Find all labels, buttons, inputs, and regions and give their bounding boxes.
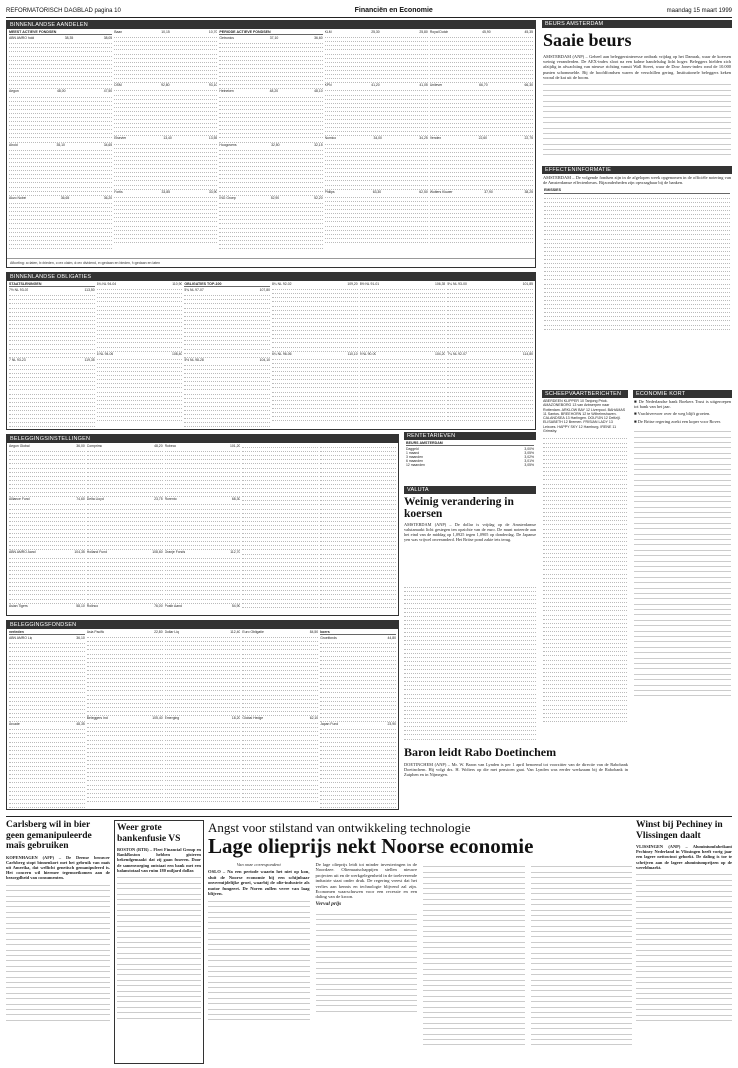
table-column (97, 282, 183, 427)
cell-name: Elsevier (114, 136, 127, 141)
cell-value: 36,65 (60, 195, 70, 200)
cell-name: Heineken (219, 89, 234, 94)
rente-table (404, 440, 536, 469)
cell-value: 76,00 (154, 603, 163, 608)
column-subhead: STAATSLENINGEN (9, 282, 95, 287)
cell-value: 34,25 (419, 136, 428, 141)
table-column (87, 444, 163, 608)
cell-value: 48,20 (269, 89, 279, 94)
rente-title: BEURS AMSTERDAM (406, 441, 534, 446)
table-column (9, 444, 85, 608)
cell-value: 36,60 (314, 36, 323, 41)
cell-name: Alliance Fund (9, 497, 30, 502)
carlsberg-body: KOPENHAGEN (AFP) – De Deense brouwer Carlsberg stopt binnenkort met het gebruik van maïs uit Amerika, dat wellicht genetisch gemanipuleerd is. Het concern wil hiermee tegemoetkomen aan de bezorgdheid van consumenten. (6, 854, 110, 881)
cell-value: 3,05% (524, 463, 534, 468)
cell-name: 8¼ NL 92-02 (272, 282, 292, 286)
cell-value: 33,85 (161, 189, 171, 194)
cell-name: Asia Pacific (86, 630, 105, 634)
cell-value: 114,80 (522, 351, 534, 356)
cell-name: 5¼ NL 93-00 (447, 282, 467, 286)
cell-value: 23,75 (154, 497, 163, 502)
valuta-table (404, 584, 536, 740)
cell-value: 68,30 (231, 497, 241, 502)
funds2-table (7, 629, 398, 809)
cell-name: Aegon (9, 89, 19, 94)
cell-name: Aegon Global (9, 444, 30, 448)
cell-name: Rorento (164, 497, 177, 502)
pechiney-body-continued (636, 870, 732, 1021)
bonds-table (7, 281, 535, 428)
economie-item: ■ Vrachtvervoer over de weg blijft groeien. (634, 411, 711, 417)
header-date: maandag 15 maart 1999 (666, 7, 732, 14)
cell-value: 105,40 (152, 715, 163, 720)
cell-value: 107,80 (259, 288, 271, 293)
cell-value: 32,15 (314, 142, 323, 147)
cell-name: Euro Obligatie (242, 630, 264, 634)
cell-value: 104,10 (259, 357, 271, 362)
carlsberg-title: Carlsberg wil in bier geen gemanipuleerde maïs gebruiken (6, 820, 92, 851)
cell-name: 5½ NL 98-28 (184, 357, 204, 362)
cell-value: 106,35 (434, 282, 446, 286)
cell-value: 37,10 (269, 36, 279, 41)
economie-item: ■ De Britse regering zoekt een koper voor Rover. (634, 418, 721, 424)
cell-name: Numico (324, 136, 337, 141)
newspaper-page (6, 4, 732, 1064)
cell-value: 112,40 (230, 630, 241, 634)
cell-value: 47,50 (103, 89, 113, 94)
rente-banner: RENTETARIEVEN (404, 432, 536, 440)
cell-name: Emerging (164, 715, 180, 720)
cell-name: Delta Lloyd (86, 497, 104, 502)
scheepvaart-banner: SCHEEPVAARTBERICHTEN (542, 390, 628, 398)
cell-name: 6¾ NL 94-04 (96, 282, 117, 286)
cell-value: 25,80 (419, 30, 428, 34)
table-column (447, 282, 533, 427)
table-column (9, 630, 85, 808)
cell-value: 112,70 (230, 550, 241, 555)
column-subhead: verleden (9, 630, 85, 635)
cell-name: Robeco (164, 444, 177, 448)
cell-name: Asian Tigers (9, 603, 28, 608)
cell-value: 54,90 (231, 603, 241, 608)
cell-name: Ahold (9, 142, 18, 147)
bank-body-continued (117, 873, 201, 1019)
rabo-title: Baron leidt Rabo Doetinchem (404, 745, 557, 759)
cell-value: 3,02% (524, 455, 534, 460)
cell-name: 12 maanden (406, 463, 425, 468)
cell-value: 48,35 (76, 722, 85, 727)
cell-name: ABN AMRO hold (9, 36, 35, 41)
cell-value: 101,20 (230, 444, 241, 448)
cell-name: ABN AMRO Aand (9, 550, 36, 555)
olie-col1-continued (208, 896, 310, 1020)
cell-name: Philips (324, 189, 335, 194)
cell-value: 48,00 (57, 89, 66, 94)
cell-name: Daggeld (406, 447, 419, 452)
funds-banner: BELEGGINGSINSTELLINGEN (7, 435, 398, 443)
cell-value: 37,90 (484, 189, 493, 194)
table-column (360, 282, 446, 427)
cell-name: ABN AMRO Liq (9, 636, 33, 641)
table-column (165, 630, 241, 808)
beleggingsfondsen-section (6, 620, 399, 810)
rabo-body: DOETINCHEM (ANP) – Mr. W. Baron van Lynden is per 1 april benoemd tot voorzitter van de directie van de Rabobank Doetinchem. Hij volgt drs. H. Wolters op die met pensioen gaat. Van Lynden was eerder werkzaam bij de Rabobank in Zutphen en in Nijmegen. (404, 762, 628, 778)
beurs-body-continued (542, 80, 732, 155)
cell-name: Comprimo (86, 444, 103, 448)
olie-body: De lage olieprijs leidt tot minder investeringen in de Noordzee. Oliemaatschappijen stellen nieuwe projecten uit en de werkgelegenheid in de toeleverende industrie staat onder druk. De regering vreest dat het verlies aan kennis en technologie blijvend zal zijn. Economen waarschuwen voor een recessie en een daling van de kroon. (315, 862, 417, 900)
cell-value: 34,00 (373, 136, 382, 141)
olie-column-3 (423, 862, 525, 1045)
cell-value: 66,70 (479, 83, 488, 88)
table-column (320, 444, 396, 608)
table-column (9, 282, 95, 427)
cell-value: 25,30 (371, 30, 380, 34)
cell-name: KLM (324, 30, 332, 34)
economie-items (633, 398, 732, 427)
cell-value: 36,00 (76, 444, 85, 448)
cell-name: Global Hedge (242, 715, 264, 720)
cell-value: 41,05 (419, 83, 428, 88)
cell-value: 119,35 (84, 357, 95, 362)
cell-name: Dollar Liq (164, 630, 179, 634)
cell-name: 6¼ NL 96-06 (272, 351, 292, 356)
cell-value: 84,50 (309, 630, 319, 634)
table-column (184, 282, 270, 427)
beleggingsinstellingen-section (6, 434, 399, 616)
cell-value: 110,10 (347, 351, 358, 356)
table-column (219, 30, 322, 249)
cell-value: 101,85 (522, 282, 534, 286)
olie-section (208, 820, 632, 1064)
stocks-table (7, 29, 535, 250)
cell-value: 63,30 (372, 189, 382, 194)
olie-title: Lage olieprijs nekt Noorse economie (208, 834, 534, 858)
cell-name: Groeifonds (320, 636, 337, 641)
olie-column-2 (316, 862, 418, 1045)
cell-value: 38,35 (64, 36, 74, 41)
cell-value: 113,50 (84, 288, 95, 293)
cell-value: 34,65 (103, 142, 113, 147)
cell-name: 5¾ NL 97-07 (184, 288, 204, 293)
cell-value: 33,90 (208, 189, 218, 194)
table-column (242, 630, 318, 808)
cell-value: 104,20 (434, 351, 446, 356)
column-subhead: MEEST ACTIEVE FONDSEN (9, 30, 112, 35)
olie-kicker: Angst voor stilstand van ontwikkeling technologie (208, 820, 471, 835)
cell-name: Fortis (114, 189, 123, 194)
cell-value: 10,70 (208, 30, 218, 34)
cell-value: 22,80 (154, 630, 163, 634)
cell-value: 36,20 (103, 195, 113, 200)
cell-value: 13,40 (163, 136, 172, 141)
cell-value: 45,35 (524, 30, 533, 34)
cell-value: 3,00% (524, 447, 534, 452)
cell-value: 32,50 (271, 142, 280, 147)
table-column (430, 30, 533, 249)
cell-name: 6 maanden (406, 459, 423, 464)
cell-name: Rolinco (86, 603, 99, 608)
cell-name: Holland Fund (86, 550, 107, 555)
cell-name: Royal Dutch (429, 30, 449, 34)
beurs-section (542, 20, 732, 162)
table-column (165, 444, 241, 608)
funds2-banner: BELEGGINGSFONDSEN (7, 621, 398, 629)
cell-name: KPN (324, 83, 332, 88)
cell-value: 22,60 (478, 136, 488, 141)
olie-column-1 (208, 862, 310, 1045)
valuta-title: Weinig verandering in koersen (404, 496, 514, 520)
carlsberg-body-continued (6, 881, 110, 1021)
olie-columns (208, 862, 632, 1045)
cell-value: 62,50 (419, 189, 428, 194)
cell-value: 22,75 (524, 136, 533, 141)
olie-col2-continued (316, 909, 418, 1011)
cell-name: 9 NL 90-00 (359, 351, 377, 356)
valuta-banner: VALUTA (404, 486, 536, 494)
cell-name: 7¼ NL 92-07 (447, 351, 467, 356)
pechiney-section (636, 820, 732, 1064)
cell-value: 108,40 (171, 351, 183, 356)
cell-value: 35,10 (56, 142, 65, 147)
emission-table (542, 186, 732, 331)
table-row (87, 604, 163, 608)
page-header (6, 4, 732, 18)
cell-value: 93,10 (208, 83, 218, 88)
emission-body: AMSTERDAM – De volgende fondsen zijn in de afgelopen week opgenomen in de officiële notering van de Amsterdamse effectenbeurs. Bijzonderheden zijn opvraagbaar bij de banken. (543, 175, 731, 186)
economie-item: ■ De Nederlandse bank Boekers Trust is uitgeroepen tot bank van het jaar. (634, 399, 731, 410)
cell-name: Arcade (9, 722, 20, 727)
cell-value: 23,90 (387, 722, 396, 727)
emission-table-title: EMISSIES (544, 188, 730, 193)
cell-value: 109,20 (347, 282, 358, 286)
cell-name: Getronics (219, 36, 234, 41)
olie-col4-continued (531, 862, 633, 1045)
stocks-section (6, 20, 536, 268)
beurs-banner: BEURS AMSTERDAM (542, 20, 732, 28)
valuta-body: AMSTERDAM (ANP) – De dollar is vrijdag op de Amsterdamse valutamarkt licht gestegen ten opzichte van de euro. De munt noteerde aan het eind van de middag op 1,0925 tegen 1,0905 op donderdag. De Japanse yen was vrijwel onveranderd. Het Britse pond zakte iets terug. (404, 522, 536, 543)
cell-value: 3,05% (524, 451, 534, 456)
cell-value: 18,20 (231, 715, 241, 720)
cell-value: 41,20 (371, 83, 380, 88)
table-row (165, 604, 241, 608)
table-row (9, 604, 85, 608)
column-subhead: OBLIGATIES TOP-100 (184, 282, 270, 287)
valuta-table-section (404, 584, 536, 744)
pechiney-title: Winst bij Pechiney in Vlissingen daalt (636, 820, 723, 841)
cell-name: DSM (114, 83, 122, 88)
olie-col3-continued (423, 862, 525, 1045)
table-column (87, 630, 163, 808)
scheepvaart-list (542, 434, 628, 723)
cell-name: 3 maanden (406, 455, 423, 460)
cell-value: 104,35 (74, 550, 85, 555)
table-column (114, 30, 217, 249)
cell-name: ING Groep (219, 195, 236, 200)
cell-name: 7½ NL 93-03 (9, 288, 29, 293)
cell-value: 3,01% (524, 459, 534, 464)
table-column (320, 630, 396, 808)
cell-value: 108,60 (152, 550, 163, 555)
bank-section (114, 820, 204, 1064)
olie-subhead: Verval prijs (315, 900, 342, 907)
carlsberg-section (6, 820, 110, 1064)
table-column (9, 30, 112, 249)
cell-value: 38,25 (524, 189, 533, 194)
rente-row (406, 463, 534, 467)
cell-name: Japan Fund (320, 722, 339, 727)
cell-name: Akzo Nobel (9, 195, 27, 200)
cell-value: 66,30 (524, 83, 533, 88)
column-subhead: PERIODE ACTIEVE FONDSEN (219, 30, 322, 35)
cell-name: Oranje Fonds (164, 550, 186, 555)
cell-name: Postb Aand (164, 603, 182, 608)
cell-value: 48,20 (154, 444, 163, 448)
table-column (242, 444, 318, 608)
cell-name: Vendex (429, 136, 442, 141)
cell-value: 44,80 (387, 636, 396, 641)
cell-value: 45,90 (482, 30, 491, 34)
cell-name: Baan (114, 30, 123, 34)
rabo-section (404, 744, 628, 810)
bonds-banner: BINNENLANDSE OBLIGATIES (7, 273, 535, 281)
scheepvaart-section (542, 390, 628, 730)
stocks-banner: BINNENLANDSE AANDELEN (7, 21, 535, 29)
cell-value: 62,10 (309, 715, 319, 720)
bonds-section (6, 272, 536, 430)
stocks-note: Afkorting: a=laten, b=bieden, c=ex claim, d=ex dividend, e=gedaan en bieden, f=gedaan en laten (7, 258, 535, 267)
pechiney-body: VLISSINGEN (ANP) – Aluminiumfabrikant Pechiney Nederland in Vlissingen heeft vorig jaar een lagere nettowinst geboekt. De daling is toe te schrijven aan de lagere aluminiumprijzen op de wereldmarkt. (636, 844, 732, 870)
rente-section (404, 432, 536, 482)
cell-value: 38,05 (103, 36, 113, 41)
bank-title: Weer grote bankenfusie VS (117, 823, 181, 844)
cell-name: Hoogovens (219, 142, 237, 147)
olie-column-4 (531, 862, 633, 1045)
cell-value: 110,90 (172, 282, 183, 286)
valuta-section (404, 486, 536, 580)
olie-byline: Van onze correspondent (236, 862, 281, 867)
table-column (272, 282, 358, 427)
economie-body-continued (633, 427, 732, 697)
table-column (325, 30, 428, 249)
cell-value: 92,80 (161, 83, 170, 88)
olie-lead: OSLO – Na een periode waarin het niet op kon, sluit de Noorse economie bij een schijnbaar onvermijdelijke groei, waarbij de olie-industrie als motor fungeert. De Noren zullen verre van laag blijven. (208, 869, 310, 897)
emission-banner: EFFECTENINFORMATIE (542, 166, 732, 174)
cell-value: 52,20 (314, 195, 323, 200)
cell-name: Wolters Kluwer (429, 189, 453, 194)
cell-name: 8½ NL 91-01 (359, 282, 380, 286)
beurs-body: AMSTERDAM (ANP) – Geheel aan beleggersinteresse ontbrak vrijdag op het Damrak, waar de koersen weinig veranderden. De AEX-index sloot na een kalme handelsdag licht hoger. Beleggers hielden zich afzijdig in afwachting van nieuwe richting vanuit Wall Street, waar de Dow Jones-index rond de 10.000 punten schommelde. Bij de hoofdfondsen waren de verschillen gering. Institutionele beleggers keken vooral de kat uit de boom. (543, 54, 731, 80)
cell-value: 74,60 (76, 497, 85, 502)
cell-name: 1 maand (406, 451, 420, 456)
funds-table (7, 443, 398, 609)
cell-name: Beleggers Ind (86, 715, 108, 720)
economie-banner: ECONOMIE KORT (633, 390, 732, 398)
bank-body: BOSTON (RTR) – Fleet Financial Group en BankBoston hebben gisteren bekendgemaakt dat zij gaan fuseren. Door de samenvoeging ontstaat een bank met een balanstotaal van ruim 180 miljard dollar. (117, 847, 201, 873)
cell-name: 6 NL 94-06 (96, 351, 114, 356)
header-section: Financiën en Economie (354, 7, 433, 14)
cell-value: 13,55 (208, 136, 218, 141)
beurs-title: Saaie beurs (543, 30, 632, 50)
scheepvaart-body: ABERDEEN KLIPPER 10 Tanjong Priok. AMAZONEBORG 13 van Antwerpen naar Rotterdam. ARKLOW BAY 12 Liverpool. BAHAMAS 11 Santos. BREEHORN 12 te Wilhelmshaven. CALANDSEA 13 Harlingen. DOLFIJN 12 Delfzijl. ELISABETH 12 Bremen. FRISIAN LADY 13 Leixoes. HAPPY SKY 12 Hamburg. IRENE 11 Grimsby. (543, 399, 626, 434)
header-left: REFORMATORISCH DAGBLAD pagina 10 (6, 7, 121, 14)
cell-name: 7 NL 93-23 (9, 357, 26, 362)
cell-value: 36,10 (76, 636, 85, 641)
cell-value: 58,10 (76, 603, 85, 608)
column-subhead: koers (320, 630, 396, 635)
cell-value: 48,10 (314, 89, 323, 94)
cell-value: 52,90 (270, 195, 280, 200)
cell-name: Unilever (429, 83, 443, 88)
cell-value: 10,15 (161, 30, 170, 34)
economie-kort-section (633, 390, 732, 730)
emission-section (542, 166, 732, 386)
